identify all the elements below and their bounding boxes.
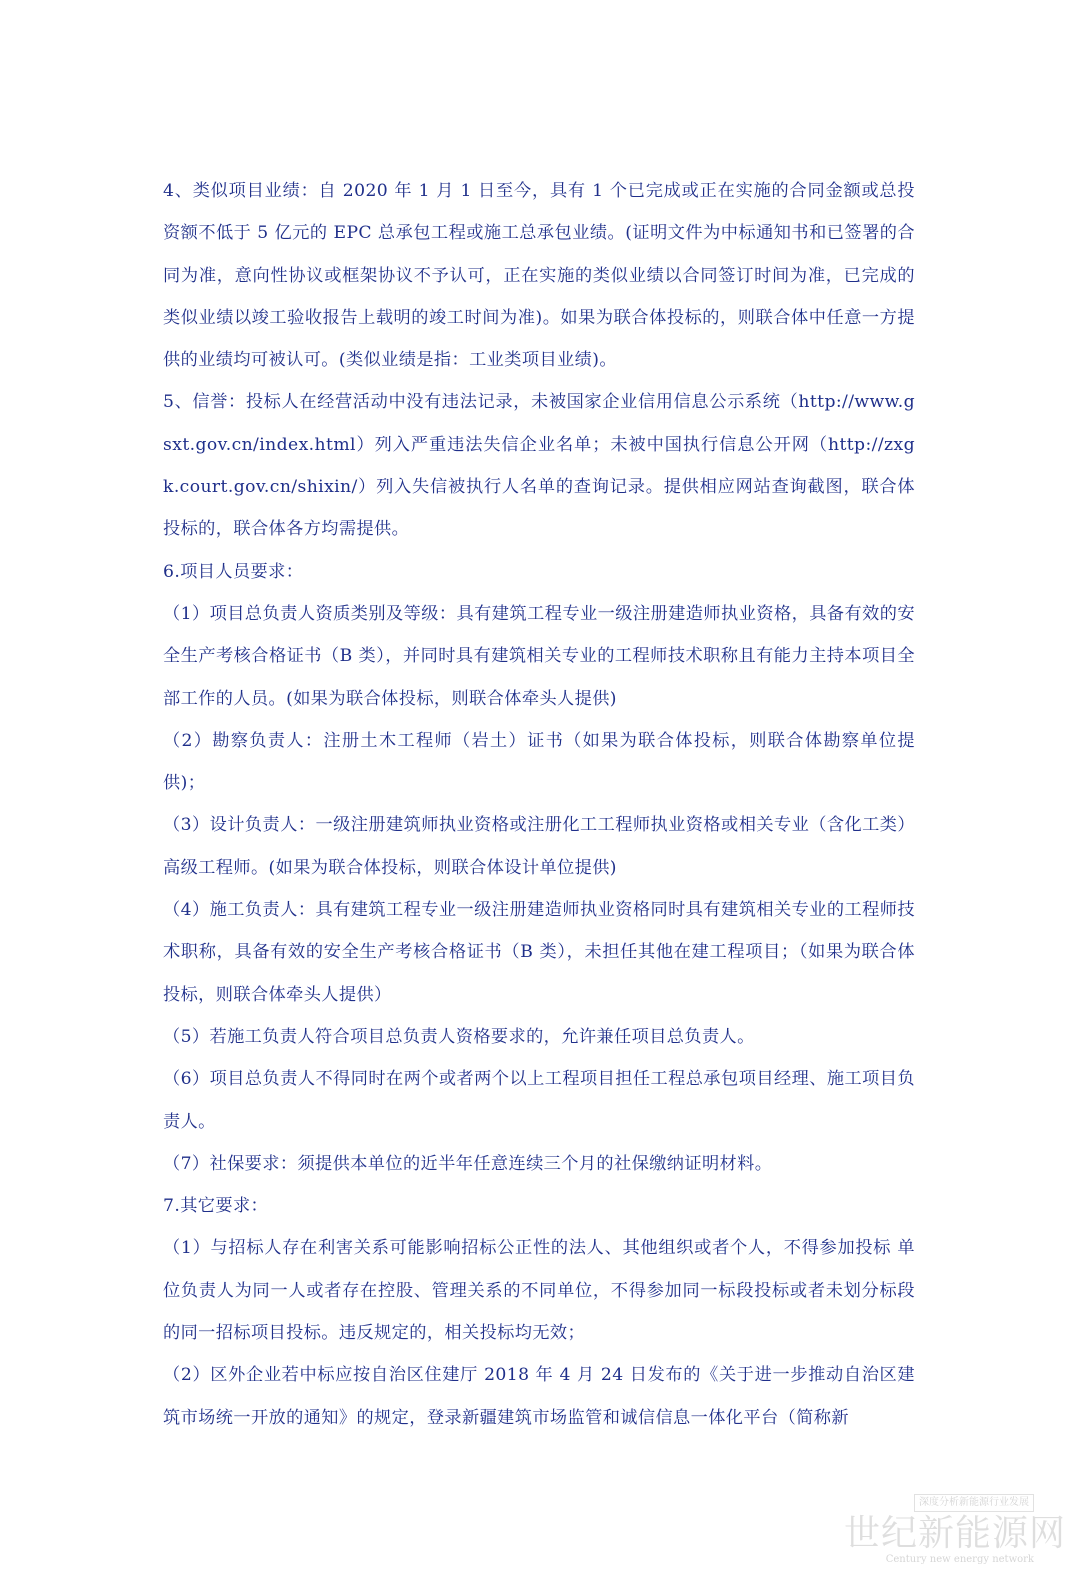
paragraph-design-lead: （3）设计负责人：一级注册建筑师执业资格或注册化工工程师执业资格或相关专业（含化工类）高级工程师。(如果为联合体投标，则联合体设计单位提供)	[163, 815, 915, 878]
paragraph-project-lead: （1）项目总负责人资质类别及等级：具有建筑工程专业一级注册建造师执业资格，具备有效的安全生产考核合格证书（B 类），并同时具有建筑相关专业的工程师技术职称且有能力主持本项目全部工作的人员。(如果为联合体投标，则联合体牵头人提供)	[163, 603, 915, 709]
paragraph-construction-lead: （4）施工负责人：具有建筑工程专业一级注册建造师执业资格同时具有建筑相关专业的工程师技术职称，具备有效的安全生产考核合格证书（B 类），未担任其他在建工程项目；（如果为联合体投标，则联合体牵头人提供）	[163, 900, 915, 1005]
paragraph-out-of-region: （2）区外企业若中标应按自治区住建厅 2018 年 4 月 24 日发布的《关于进一步推动自治区建筑市场统一开放的通知》的规定，登录新疆建筑市场监管和诚信信息一体化平台（简称新	[163, 1365, 915, 1428]
paragraph-conflict-of-interest: （1）与招标人存在利害关系可能影响招标公正性的法人、其他组织或者个人，不得参加投标 单位负责人为同一人或者存在控股、管理关系的不同单位，不得参加同一标段投标或者未划分标段的同一招标项目投标。违反规定的，相关投标均无效；	[163, 1238, 915, 1344]
watermark	[844, 1490, 1067, 1566]
paragraph-similar-project-performance: 4、类似项目业绩：自 2020 年 1 月 1 日至今，具有 1 个已完成或正在实施的合同金额或总投资额不低于 5 亿元的 EPC 总承包工程或施工总承包业绩。(证明文件为中标通知书和已签署的合同为准，意向性协议或框架协议不予认可，正在实施的类似业绩以合同签订时间为准，已完成的类似业绩以竣工验收报告上载明的竣工时间为准)。如果为联合体投标的，则联合体中任意一方提供的业绩均可被认可。(类似业绩是指：工业类项目业绩)。	[163, 181, 915, 371]
paragraph-concurrent-role: （5）若施工负责人符合项目总负责人资格要求的，允许兼任项目总负责人。	[163, 1026, 755, 1047]
section-heading-personnel: 6.项目人员要求：	[163, 561, 304, 582]
watermark-slogan: 深度分析新能源行业发展	[914, 1494, 1034, 1512]
watermark-english: Century new energy network	[885, 1554, 1034, 1565]
document-body	[163, 170, 915, 1439]
paragraph-no-dual-roles: （6）项目总负责人不得同时在两个或者两个以上工程项目担任工程总承包项目经理、施工项目负责人。	[163, 1069, 915, 1132]
paragraph-social-security: （7）社保要求：须提供本单位的近半年任意连续三个月的社保缴纳证明材料。	[163, 1153, 773, 1174]
section-heading-other: 7.其它要求：	[163, 1196, 269, 1217]
paragraph-credit: 5、信誉：投标人在经营活动中没有违法记录，未被国家企业信用信息公示系统（http://www.gsxt.gov.cn/index.html）列入严重违法失信企业名单；未被中国执行信息公开网（http://zxgk.court.gov.cn/shixin/）列入失信被执行人名单的查询记录。提供相应网站查询截图，联合体投标的，联合体各方均需提供。	[163, 392, 915, 540]
watermark-logo: 世纪新能源网	[844, 1513, 1067, 1554]
paragraph-survey-lead: （2）勘察负责人：注册土木工程师（岩土）证书（如果为联合体投标，则联合体勘察单位提供)；	[163, 730, 915, 794]
